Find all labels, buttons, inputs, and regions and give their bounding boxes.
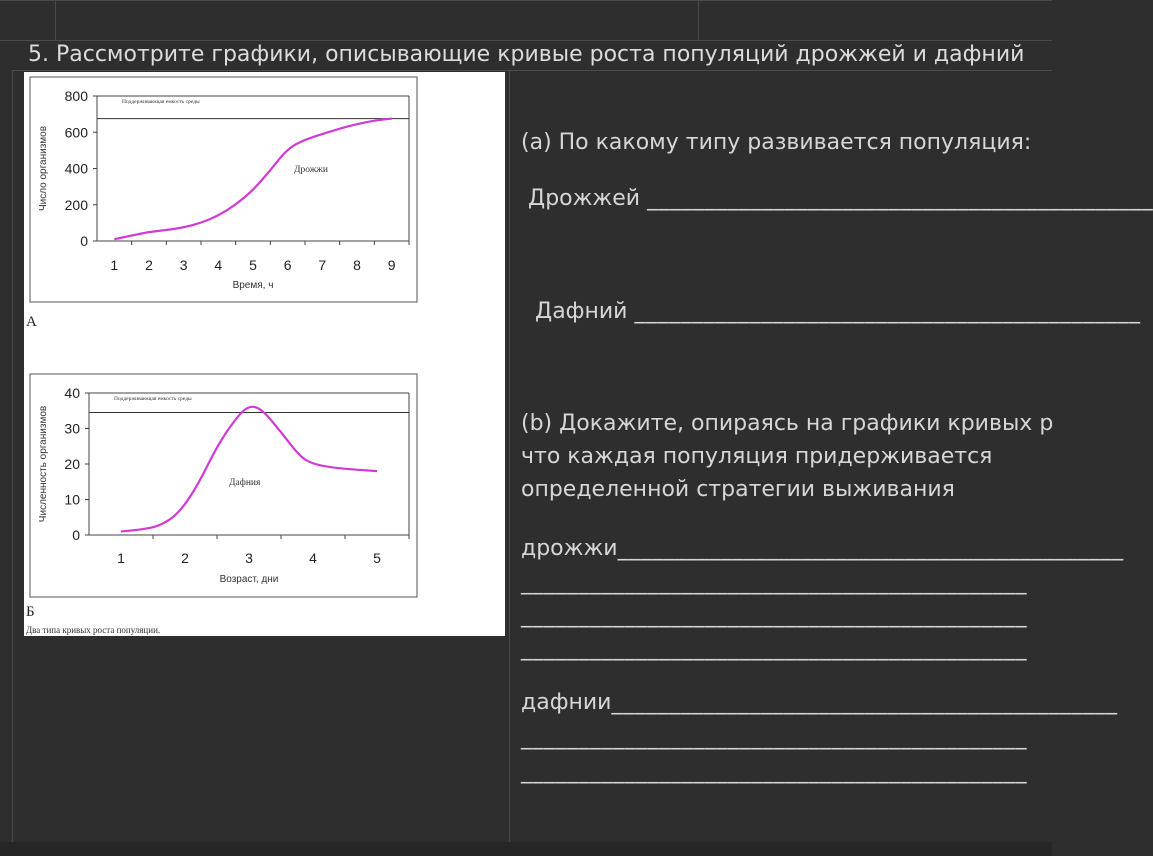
chart-a-series-label: Дрожжи — [294, 165, 328, 175]
chart-a-x-tick-label: 4 — [214, 257, 223, 273]
chart-b-y-tick-label: 0 — [72, 527, 80, 543]
figure-caption: Два типа кривых роста популяции. — [26, 625, 161, 635]
chart-b-y-tick-label: 20 — [64, 456, 80, 472]
table-border-top — [0, 0, 1052, 1]
yeast-strategy-label: дрожжи — [521, 536, 618, 561]
table-border-middle — [509, 70, 510, 856]
chart-a-x-tick-label: 8 — [353, 257, 361, 273]
table-border-mid-top — [698, 0, 699, 40]
yeast-strategy-blank-1[interactable]: ____________________________________________ — [617, 536, 1124, 561]
part-b-line2: что каждая популяция придерживается — [521, 444, 993, 469]
yeast-answer-row — [528, 186, 1153, 211]
chart-b-y-axis-label: Численность организмов — [38, 405, 49, 523]
panel-a-label: А — [26, 314, 37, 330]
chart-a-y-tick-label: 0 — [80, 233, 88, 249]
chart-b-y-tick-label: 40 — [64, 385, 80, 401]
chart-b-series-line — [121, 407, 377, 532]
daphnia-strategy-blank-1[interactable]: ____________________________________________ — [611, 690, 1118, 715]
chart-b-frame — [30, 374, 417, 597]
table-border-left-top — [55, 0, 56, 40]
daphnia-strategy-blank-3[interactable]: ____________________________________________ — [521, 759, 1027, 784]
yeast-strategy-blank-3[interactable]: ____________________________________________ — [521, 603, 1027, 628]
chart-b-capacity-label: Поддерживающая емкость среды — [114, 396, 192, 402]
chart-a-y-tick-label: 800 — [64, 88, 88, 104]
chart-a-x-tick-label: 5 — [249, 257, 257, 273]
chart-a-series-line — [114, 119, 391, 240]
yeast-answer-blank[interactable]: ____________________________________________ — [647, 186, 1153, 211]
chart-b-x-tick-label: 4 — [309, 550, 317, 566]
chart-a — [38, 88, 409, 291]
table-border-row — [0, 40, 1052, 41]
chart-a-x-tick-label: 2 — [145, 257, 153, 273]
chart-a-x-axis-label: Время, ч — [232, 280, 274, 291]
chart-a-y-tick-label: 200 — [64, 196, 88, 213]
bottom-bar — [0, 842, 1052, 856]
chart-a-x-tick-label: 1 — [110, 257, 119, 273]
chart-b-x-axis-label: Возраст, дни — [219, 574, 279, 585]
chart-a-y-tick-label: 400 — [64, 160, 88, 177]
chart-a-x-tick-label: 7 — [318, 257, 327, 273]
daphnia-strategy-label: дафнии — [521, 690, 612, 715]
chart-a-capacity-label: Поддерживающая емкость среды — [122, 99, 200, 105]
chart-b-series-label: Дафния — [229, 478, 261, 488]
panel-b-label: Б — [26, 604, 35, 620]
growth-charts-svg — [24, 72, 505, 636]
daphnia-answer-blank[interactable]: ____________________________________________ — [634, 299, 1141, 324]
chart-a-y-tick-label: 600 — [64, 124, 88, 141]
table-border-row2 — [12, 70, 1052, 71]
daphnia-strategy-blank-2[interactable]: ____________________________________________ — [521, 725, 1027, 750]
chart-b-x-tick-label: 1 — [117, 550, 125, 566]
daphnia-strategy-row — [521, 690, 1117, 715]
daphnia-label: Дафний — [535, 299, 628, 324]
chart-a-y-axis-label: Число организмов — [38, 125, 49, 212]
daphnia-answer-row — [535, 299, 1140, 324]
chart-b-x-tick-label: 3 — [245, 550, 253, 566]
part-b-line1: (b) Докажите, опираясь на графики кривых р — [521, 411, 1054, 436]
chart-b-y-tick-label: 30 — [64, 420, 80, 437]
yeast-label: Дрожжей — [528, 186, 641, 211]
chart-a-x-tick-label: 3 — [179, 257, 188, 273]
chart-a-x-tick-label: 9 — [387, 257, 396, 273]
chart-b-x-tick-label: 5 — [373, 550, 381, 566]
figure-panel — [24, 72, 505, 636]
yeast-strategy-row — [521, 536, 1124, 561]
chart-b-y-tick-label: 10 — [64, 491, 80, 508]
question-title: 5. Рассмотрите графики, описывающие кривые роста популяций дрожжей и дафний — [28, 42, 1025, 67]
chart-a-x-tick-label: 6 — [283, 257, 292, 273]
chart-b-x-tick-label: 2 — [181, 550, 189, 566]
yeast-strategy-blank-4[interactable]: ____________________________________________ — [521, 636, 1027, 661]
part-b-line3: определенной стратегии выживания — [521, 477, 955, 502]
table-border-left — [12, 70, 13, 856]
yeast-strategy-blank-2[interactable]: ____________________________________________ — [521, 570, 1027, 595]
chart-b — [38, 385, 409, 585]
part-a-prompt: (a) По какому типу развивается популяция: — [521, 130, 1032, 155]
